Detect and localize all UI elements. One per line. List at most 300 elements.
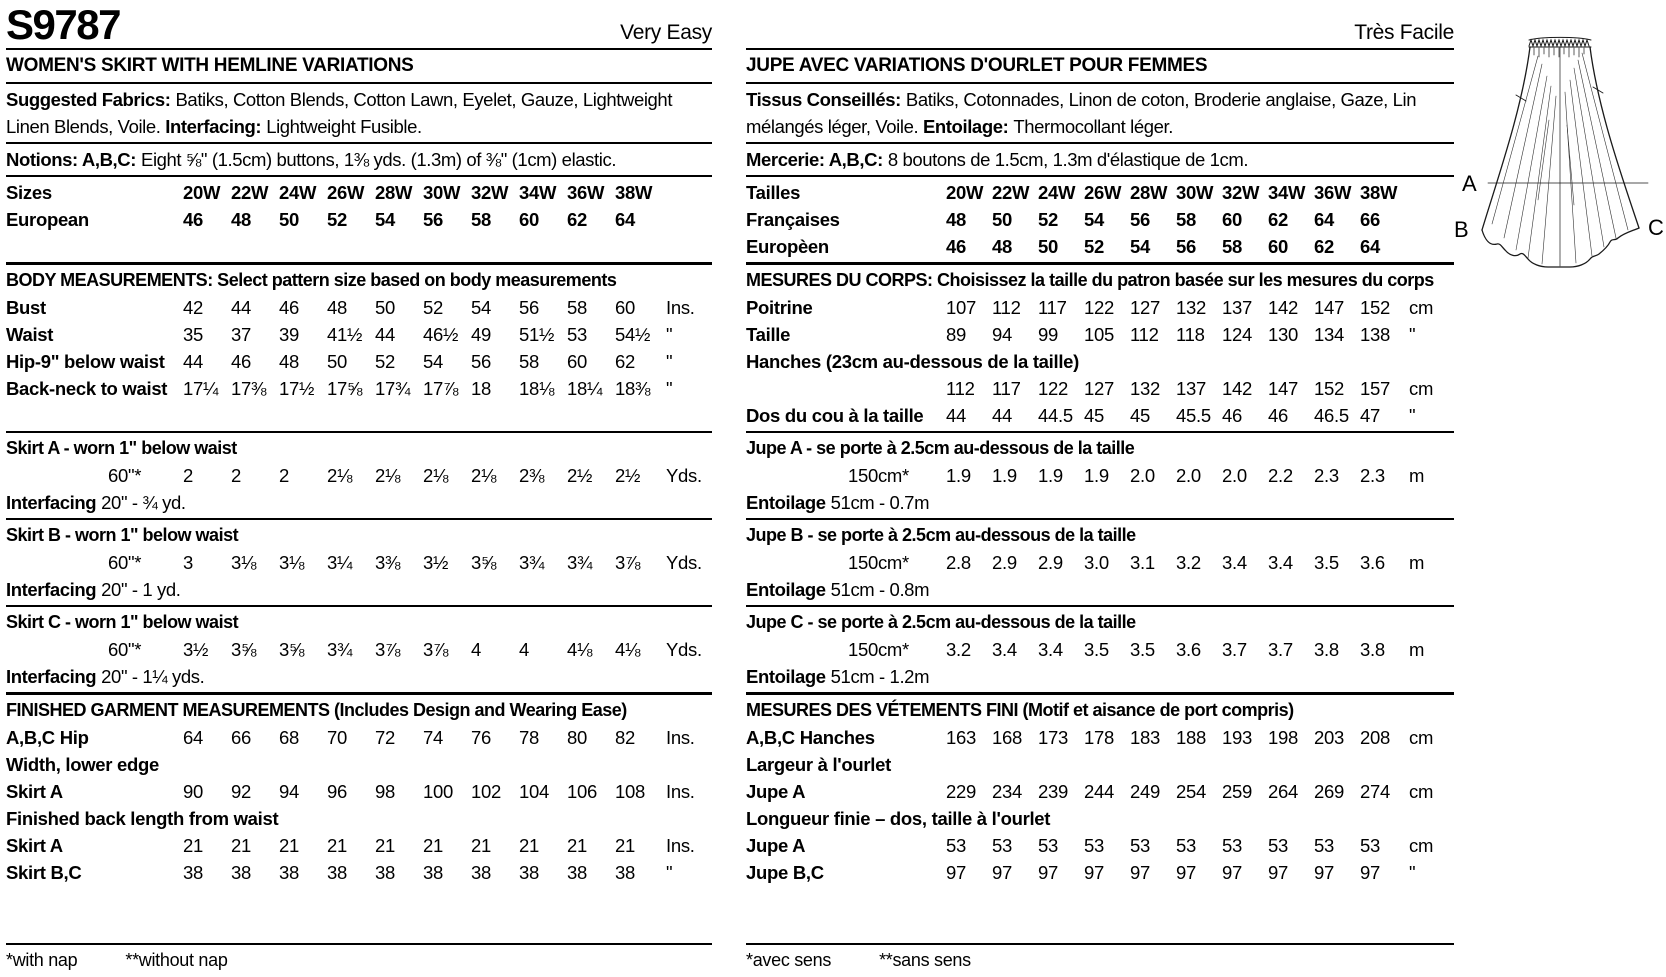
size-value: 32W xyxy=(1222,182,1260,203)
unit-label: " xyxy=(1409,324,1416,345)
size-value: 4 xyxy=(519,639,529,660)
size-value: 274 xyxy=(1360,781,1390,802)
size-value: 17¾ xyxy=(375,378,411,399)
size-value: 53 xyxy=(567,324,587,345)
size-value: 72 xyxy=(375,727,395,748)
size-value: 183 xyxy=(1130,727,1160,748)
english-measurement-table xyxy=(6,86,712,886)
size-value: 94 xyxy=(992,324,1012,345)
size-value: 44 xyxy=(183,351,203,372)
size-value: 60 xyxy=(519,209,539,230)
size-value: 26W xyxy=(327,182,365,203)
size-value: 229 xyxy=(946,781,976,802)
size-value: 74 xyxy=(423,727,443,748)
unit-label: " xyxy=(666,324,673,345)
size-value: 62 xyxy=(567,209,587,230)
table-row xyxy=(746,832,1454,859)
size-value: 3.8 xyxy=(1360,639,1385,660)
size-value: 2 xyxy=(183,465,193,486)
size-value: 46 xyxy=(231,351,251,372)
size-value: 66 xyxy=(1360,209,1380,230)
size-value: 163 xyxy=(946,727,976,748)
divider xyxy=(746,82,1454,84)
size-value: 2.2 xyxy=(1268,465,1293,486)
size-value: 193 xyxy=(1222,727,1252,748)
size-value: 208 xyxy=(1360,727,1390,748)
size-value: 3.1 xyxy=(1130,552,1155,573)
size-value: 53 xyxy=(1130,835,1150,856)
size-value: 3.5 xyxy=(1084,639,1109,660)
french-measurement-table xyxy=(746,86,1454,886)
size-value: 56 xyxy=(1130,209,1150,230)
text-run: Eight ⅝" (1.5cm) buttons, 1⅜ yds. (1.3m) of ⅜" (1cm) elastic. xyxy=(141,149,617,170)
view-c-label: C xyxy=(1648,215,1664,240)
size-value: 96 xyxy=(327,781,347,802)
row-label: Europèen xyxy=(746,236,829,257)
size-value: 62 xyxy=(1314,236,1334,257)
size-value: 46 xyxy=(279,297,299,318)
size-value: 132 xyxy=(1176,297,1206,318)
size-value: 44.5 xyxy=(1038,405,1073,426)
footnote-avec-sens: *avec sens xyxy=(746,950,832,970)
size-value: 45 xyxy=(1084,405,1104,426)
size-value: 34W xyxy=(1268,182,1306,203)
row-label: Skirt B,C xyxy=(6,862,82,883)
size-value: 3.4 xyxy=(1268,552,1293,573)
row-label: 60"* xyxy=(108,465,142,486)
size-value: 3.7 xyxy=(1222,639,1247,660)
section-heading: BODY MEASUREMENTS: Select pattern size based on body measurements xyxy=(6,270,617,290)
nap-footnote xyxy=(6,947,712,973)
size-value: 50 xyxy=(375,297,395,318)
difficulty-label-french: Très Facile xyxy=(1354,21,1454,44)
row-label: 150cm* xyxy=(848,639,909,660)
section-heading: MESURES DES VÉTEMENTS FINI (Motif et aisance de port compris) xyxy=(746,700,1294,720)
section-heading: Skirt A - worn 1" below waist xyxy=(6,438,237,458)
section-heading: Jupe B - se porte à 2.5cm au-dessous de la taille xyxy=(746,525,1136,545)
text-line xyxy=(746,663,1454,690)
row-label: Tailles xyxy=(746,182,801,203)
difficulty-label-english: Very Easy xyxy=(620,21,712,44)
size-value: 64 xyxy=(615,209,635,230)
size-value: 53 xyxy=(1222,835,1242,856)
row-label: Sizes xyxy=(6,182,52,203)
size-value: 3⅜ xyxy=(375,552,401,573)
text-run: Lightweight Fusible. xyxy=(266,116,422,137)
size-value: 50 xyxy=(327,351,347,372)
unit-label: cm xyxy=(1409,727,1434,748)
size-value: 3.6 xyxy=(1176,639,1201,660)
table-row xyxy=(6,179,712,206)
size-value: 52 xyxy=(423,297,443,318)
size-value: 198 xyxy=(1268,727,1298,748)
size-value: 4⅛ xyxy=(567,639,593,660)
size-value: 53 xyxy=(946,835,966,856)
size-value: 34W xyxy=(519,182,557,203)
size-value: 102 xyxy=(471,781,501,802)
row-label: Françaises xyxy=(746,209,840,230)
size-value: 3⅛ xyxy=(279,552,305,573)
row-label: Poitrine xyxy=(746,297,813,318)
size-value: 44 xyxy=(946,405,966,426)
size-value: 118 xyxy=(1176,324,1205,345)
size-value: 2.0 xyxy=(1222,465,1247,486)
size-value: 52 xyxy=(1038,209,1058,230)
size-value: 24W xyxy=(279,182,317,203)
size-value: 80 xyxy=(567,727,587,748)
size-value: 97 xyxy=(1176,862,1196,883)
size-value: 17½ xyxy=(279,378,315,399)
size-value: 107 xyxy=(946,297,976,318)
size-value: 48 xyxy=(279,351,299,372)
size-value: 203 xyxy=(1314,727,1344,748)
size-value: 82 xyxy=(615,727,635,748)
unit-label: " xyxy=(1409,862,1416,883)
unit-label: " xyxy=(666,378,673,399)
size-value: 22W xyxy=(992,182,1030,203)
size-value: 97 xyxy=(1222,862,1242,883)
size-value: 3⅝ xyxy=(471,552,497,573)
table-row xyxy=(746,294,1454,321)
size-value: 122 xyxy=(1084,297,1114,318)
size-value: 49 xyxy=(471,324,491,345)
divider xyxy=(6,82,712,84)
sub-heading: Hanches (23cm au-dessous de la taille) xyxy=(746,351,1080,372)
size-value: 18¼ xyxy=(567,378,603,399)
size-value: 99 xyxy=(1038,324,1058,345)
table-row xyxy=(746,462,1454,489)
size-value: 76 xyxy=(471,727,491,748)
size-value: 2⅛ xyxy=(327,465,353,486)
sens-footnote xyxy=(746,947,1454,973)
size-value: 3.4 xyxy=(1222,552,1247,573)
size-value: 38 xyxy=(375,862,395,883)
size-value: 48 xyxy=(992,236,1012,257)
bold-label: Notions: A,B,C: xyxy=(6,149,136,170)
size-value: 36W xyxy=(567,182,605,203)
size-value: 127 xyxy=(1084,378,1114,399)
size-value: 138 xyxy=(1360,324,1390,345)
size-value: 38 xyxy=(183,862,203,883)
size-value: 54 xyxy=(1130,236,1150,257)
unit-label: cm xyxy=(1409,835,1434,856)
size-value: 4⅛ xyxy=(615,639,641,660)
size-value: 97 xyxy=(1130,862,1150,883)
size-value: 53 xyxy=(1314,835,1334,856)
size-value: 68 xyxy=(279,727,299,748)
divider xyxy=(6,175,712,177)
size-value: 46 xyxy=(946,236,966,257)
size-value: 2⅛ xyxy=(375,465,401,486)
table-row xyxy=(6,724,712,751)
size-value: 173 xyxy=(1038,727,1068,748)
size-value: 168 xyxy=(992,727,1022,748)
size-value: 30W xyxy=(1176,182,1214,203)
english-column xyxy=(6,1,712,973)
row-label: Dos du cou à la taille xyxy=(746,405,924,426)
table-row xyxy=(6,778,712,805)
section-heading: Skirt B - worn 1" below waist xyxy=(6,525,239,545)
size-value: 53 xyxy=(1268,835,1288,856)
size-value: 104 xyxy=(519,781,549,802)
unit-label: " xyxy=(666,351,673,372)
french-column xyxy=(746,4,1454,973)
size-value: 30W xyxy=(423,182,461,203)
divider xyxy=(6,692,712,695)
size-value: 3¾ xyxy=(567,552,593,573)
english-footer xyxy=(6,941,712,973)
size-value: 35 xyxy=(183,324,203,345)
footnote-without-nap: **without nap xyxy=(125,950,228,970)
size-value: 3.5 xyxy=(1130,639,1155,660)
size-value: 3.6 xyxy=(1360,552,1385,573)
text-run: 20" - 1 yd. xyxy=(101,579,181,600)
size-value: 3.2 xyxy=(1176,552,1201,573)
size-value: 21 xyxy=(327,835,347,856)
size-value: 47 xyxy=(1360,405,1380,426)
divider xyxy=(746,262,1454,265)
size-value: 46 xyxy=(1222,405,1242,426)
size-value: 259 xyxy=(1222,781,1252,802)
size-value: 188 xyxy=(1176,727,1206,748)
size-value: 58 xyxy=(519,351,539,372)
size-value: 38 xyxy=(423,862,443,883)
table-row xyxy=(6,321,712,348)
text-line xyxy=(6,146,712,173)
size-value: 108 xyxy=(615,781,645,802)
size-value: 97 xyxy=(1268,862,1288,883)
size-value: 3.8 xyxy=(1314,639,1339,660)
size-value: 50 xyxy=(992,209,1012,230)
table-row xyxy=(746,549,1454,576)
divider xyxy=(6,943,712,945)
size-value: 1.9 xyxy=(992,465,1017,486)
size-value: 54 xyxy=(471,297,491,318)
size-value: 64 xyxy=(1360,236,1380,257)
sub-heading: Largeur à l'ourlet xyxy=(746,754,891,775)
size-value: 2⅛ xyxy=(423,465,449,486)
bold-label: Tissus Conseillés: xyxy=(746,89,901,110)
row-label: European xyxy=(6,209,89,230)
size-value: 58 xyxy=(471,209,491,230)
unit-label xyxy=(1406,179,1454,206)
size-value: 44 xyxy=(231,297,251,318)
table-row xyxy=(746,636,1454,663)
size-value: 46.5 xyxy=(1314,405,1349,426)
size-value: 134 xyxy=(1314,324,1344,345)
text-run: 51cm - 0.8m xyxy=(830,579,930,600)
size-value: 60 xyxy=(1268,236,1288,257)
divider xyxy=(6,48,712,50)
size-value: 60 xyxy=(567,351,587,372)
size-value: 38 xyxy=(279,862,299,883)
size-value: 39 xyxy=(279,324,299,345)
text-run: 51cm - 1.2m xyxy=(830,666,930,687)
table-row xyxy=(746,179,1454,206)
size-value: 53 xyxy=(1084,835,1104,856)
row-label: Bust xyxy=(6,297,46,318)
sub-heading: Finished back length from waist xyxy=(6,808,279,829)
size-value: 3.2 xyxy=(946,639,971,660)
unit-label: Yds. xyxy=(666,639,702,660)
size-value: 3.7 xyxy=(1268,639,1293,660)
size-value: 21 xyxy=(423,835,443,856)
skirt-illustration xyxy=(1452,0,1666,290)
size-value: 38 xyxy=(327,862,347,883)
size-value: 60 xyxy=(615,297,635,318)
size-value: 44 xyxy=(375,324,395,345)
size-value: 18⅜ xyxy=(615,378,651,399)
unit-label xyxy=(1406,233,1454,260)
bold-label: Entoilage xyxy=(746,666,826,687)
size-value: 2⅜ xyxy=(519,465,545,486)
bold-label: Interfacing xyxy=(6,666,97,687)
unit-label: Ins. xyxy=(666,727,695,748)
table-row xyxy=(6,859,712,886)
size-value: 2 xyxy=(279,465,289,486)
divider xyxy=(746,48,1454,50)
section-heading: Jupe A - se porte à 2.5cm au-dessous de la taille xyxy=(746,438,1135,458)
size-value: 269 xyxy=(1314,781,1344,802)
table-row xyxy=(746,724,1454,751)
size-value: 244 xyxy=(1084,781,1114,802)
size-value: 3⅝ xyxy=(231,639,257,660)
size-value: 45 xyxy=(1130,405,1150,426)
view-b-label: B xyxy=(1454,217,1469,242)
size-value: 1.9 xyxy=(1084,465,1109,486)
text-line xyxy=(6,489,712,516)
row-label: Skirt A xyxy=(6,781,63,802)
size-value: 2 xyxy=(231,465,241,486)
size-value: 152 xyxy=(1360,297,1390,318)
table-row xyxy=(746,402,1454,429)
size-value: 42 xyxy=(183,297,203,318)
size-value: 4 xyxy=(471,639,481,660)
table-row xyxy=(746,778,1454,805)
divider xyxy=(6,605,712,607)
size-value: 92 xyxy=(231,781,251,802)
size-value: 21 xyxy=(519,835,539,856)
size-value: 38 xyxy=(615,862,635,883)
row-label: A,B,C Hanches xyxy=(746,727,875,748)
divider xyxy=(746,692,1454,695)
unit-label: cm xyxy=(1409,297,1434,318)
unit-label: " xyxy=(1409,405,1416,426)
size-value: 132 xyxy=(1130,378,1160,399)
section-heading: FINISHED GARMENT MEASUREMENTS (Includes Design and Wearing Ease) xyxy=(6,700,627,720)
size-value: 234 xyxy=(992,781,1022,802)
size-value: 105 xyxy=(1084,324,1114,345)
size-value: 17⅝ xyxy=(327,378,363,399)
unit-label xyxy=(663,206,712,233)
size-value: 3⅝ xyxy=(279,639,305,660)
size-value: 50 xyxy=(1038,236,1058,257)
row-label: 60"* xyxy=(108,639,142,660)
row-label: Jupe A xyxy=(746,835,806,856)
size-value: 48 xyxy=(231,209,251,230)
size-value: 2.3 xyxy=(1314,465,1339,486)
text-line xyxy=(6,663,712,690)
row-label: Hip-9" below waist xyxy=(6,351,165,372)
size-value: 20W xyxy=(183,182,221,203)
size-value: 54 xyxy=(1084,209,1104,230)
size-value: 112 xyxy=(946,378,975,399)
size-value: 38 xyxy=(231,862,251,883)
table-row xyxy=(6,549,712,576)
size-value: 89 xyxy=(946,324,966,345)
unit-label: m xyxy=(1409,639,1425,660)
row-label: Waist xyxy=(6,324,54,345)
size-value: 21 xyxy=(615,835,635,856)
size-value: 58 xyxy=(567,297,587,318)
spacer xyxy=(6,233,712,260)
garment-title-english: WOMEN'S SKIRT WITH HEMLINE VARIATIONS xyxy=(6,55,414,76)
size-value: 26W xyxy=(1084,182,1122,203)
skirt-line-drawing xyxy=(1452,0,1666,290)
size-value: 54½ xyxy=(615,324,651,345)
unit-label: m xyxy=(1409,465,1425,486)
text-run: Batiks, Cotton Blends, Cotton Lawn, Eyelet, Gauze, Lightweight Linen Blends, Voile. xyxy=(6,89,673,137)
size-value: 98 xyxy=(375,781,395,802)
size-value: 3.4 xyxy=(1038,639,1063,660)
divider xyxy=(6,431,712,433)
english-header xyxy=(6,1,712,48)
size-value: 122 xyxy=(1038,378,1068,399)
size-value: 3⅞ xyxy=(375,639,401,660)
garment-title-french: JUPE AVEC VARIATIONS D'OURLET POUR FEMMES xyxy=(746,55,1208,76)
text-line xyxy=(746,86,1454,140)
table-row xyxy=(746,233,1454,260)
row-label: Jupe A xyxy=(746,781,806,802)
size-value: 2.0 xyxy=(1130,465,1155,486)
text-run: 8 boutons de 1.5cm, 1.3m d'élastique de 1cm. xyxy=(887,149,1249,170)
size-value: 21 xyxy=(375,835,395,856)
gather-ticks xyxy=(1534,48,1584,57)
table-row xyxy=(6,832,712,859)
unit-label: Yds. xyxy=(666,465,702,486)
size-value: 54 xyxy=(423,351,443,372)
size-value: 46 xyxy=(183,209,203,230)
size-value: 38 xyxy=(567,862,587,883)
sub-heading: Width, lower edge xyxy=(6,754,160,775)
size-value: 28W xyxy=(375,182,413,203)
row-label xyxy=(746,375,946,402)
text-line xyxy=(746,489,1454,516)
unit-label: " xyxy=(666,862,673,883)
divider xyxy=(6,262,712,265)
size-value: 178 xyxy=(1084,727,1114,748)
bold-label: Entoilage xyxy=(746,579,826,600)
row-label: Taille xyxy=(746,324,791,345)
size-value: 112 xyxy=(1130,324,1159,345)
size-value: 106 xyxy=(567,781,597,802)
size-value: 3.5 xyxy=(1314,552,1339,573)
table-row xyxy=(746,375,1454,402)
size-value: 3.0 xyxy=(1084,552,1109,573)
size-value: 97 xyxy=(992,862,1012,883)
pattern-number: S9787 xyxy=(6,1,120,48)
size-value: 24W xyxy=(1038,182,1076,203)
size-value: 56 xyxy=(471,351,491,372)
size-value: 249 xyxy=(1130,781,1160,802)
size-value: 22W xyxy=(231,182,269,203)
footnote-with-nap: *with nap xyxy=(6,950,78,970)
size-value: 239 xyxy=(1038,781,1068,802)
size-value: 52 xyxy=(327,209,347,230)
size-value: 17⅞ xyxy=(423,378,459,399)
size-value: 2½ xyxy=(615,465,641,486)
text-line xyxy=(746,576,1454,603)
